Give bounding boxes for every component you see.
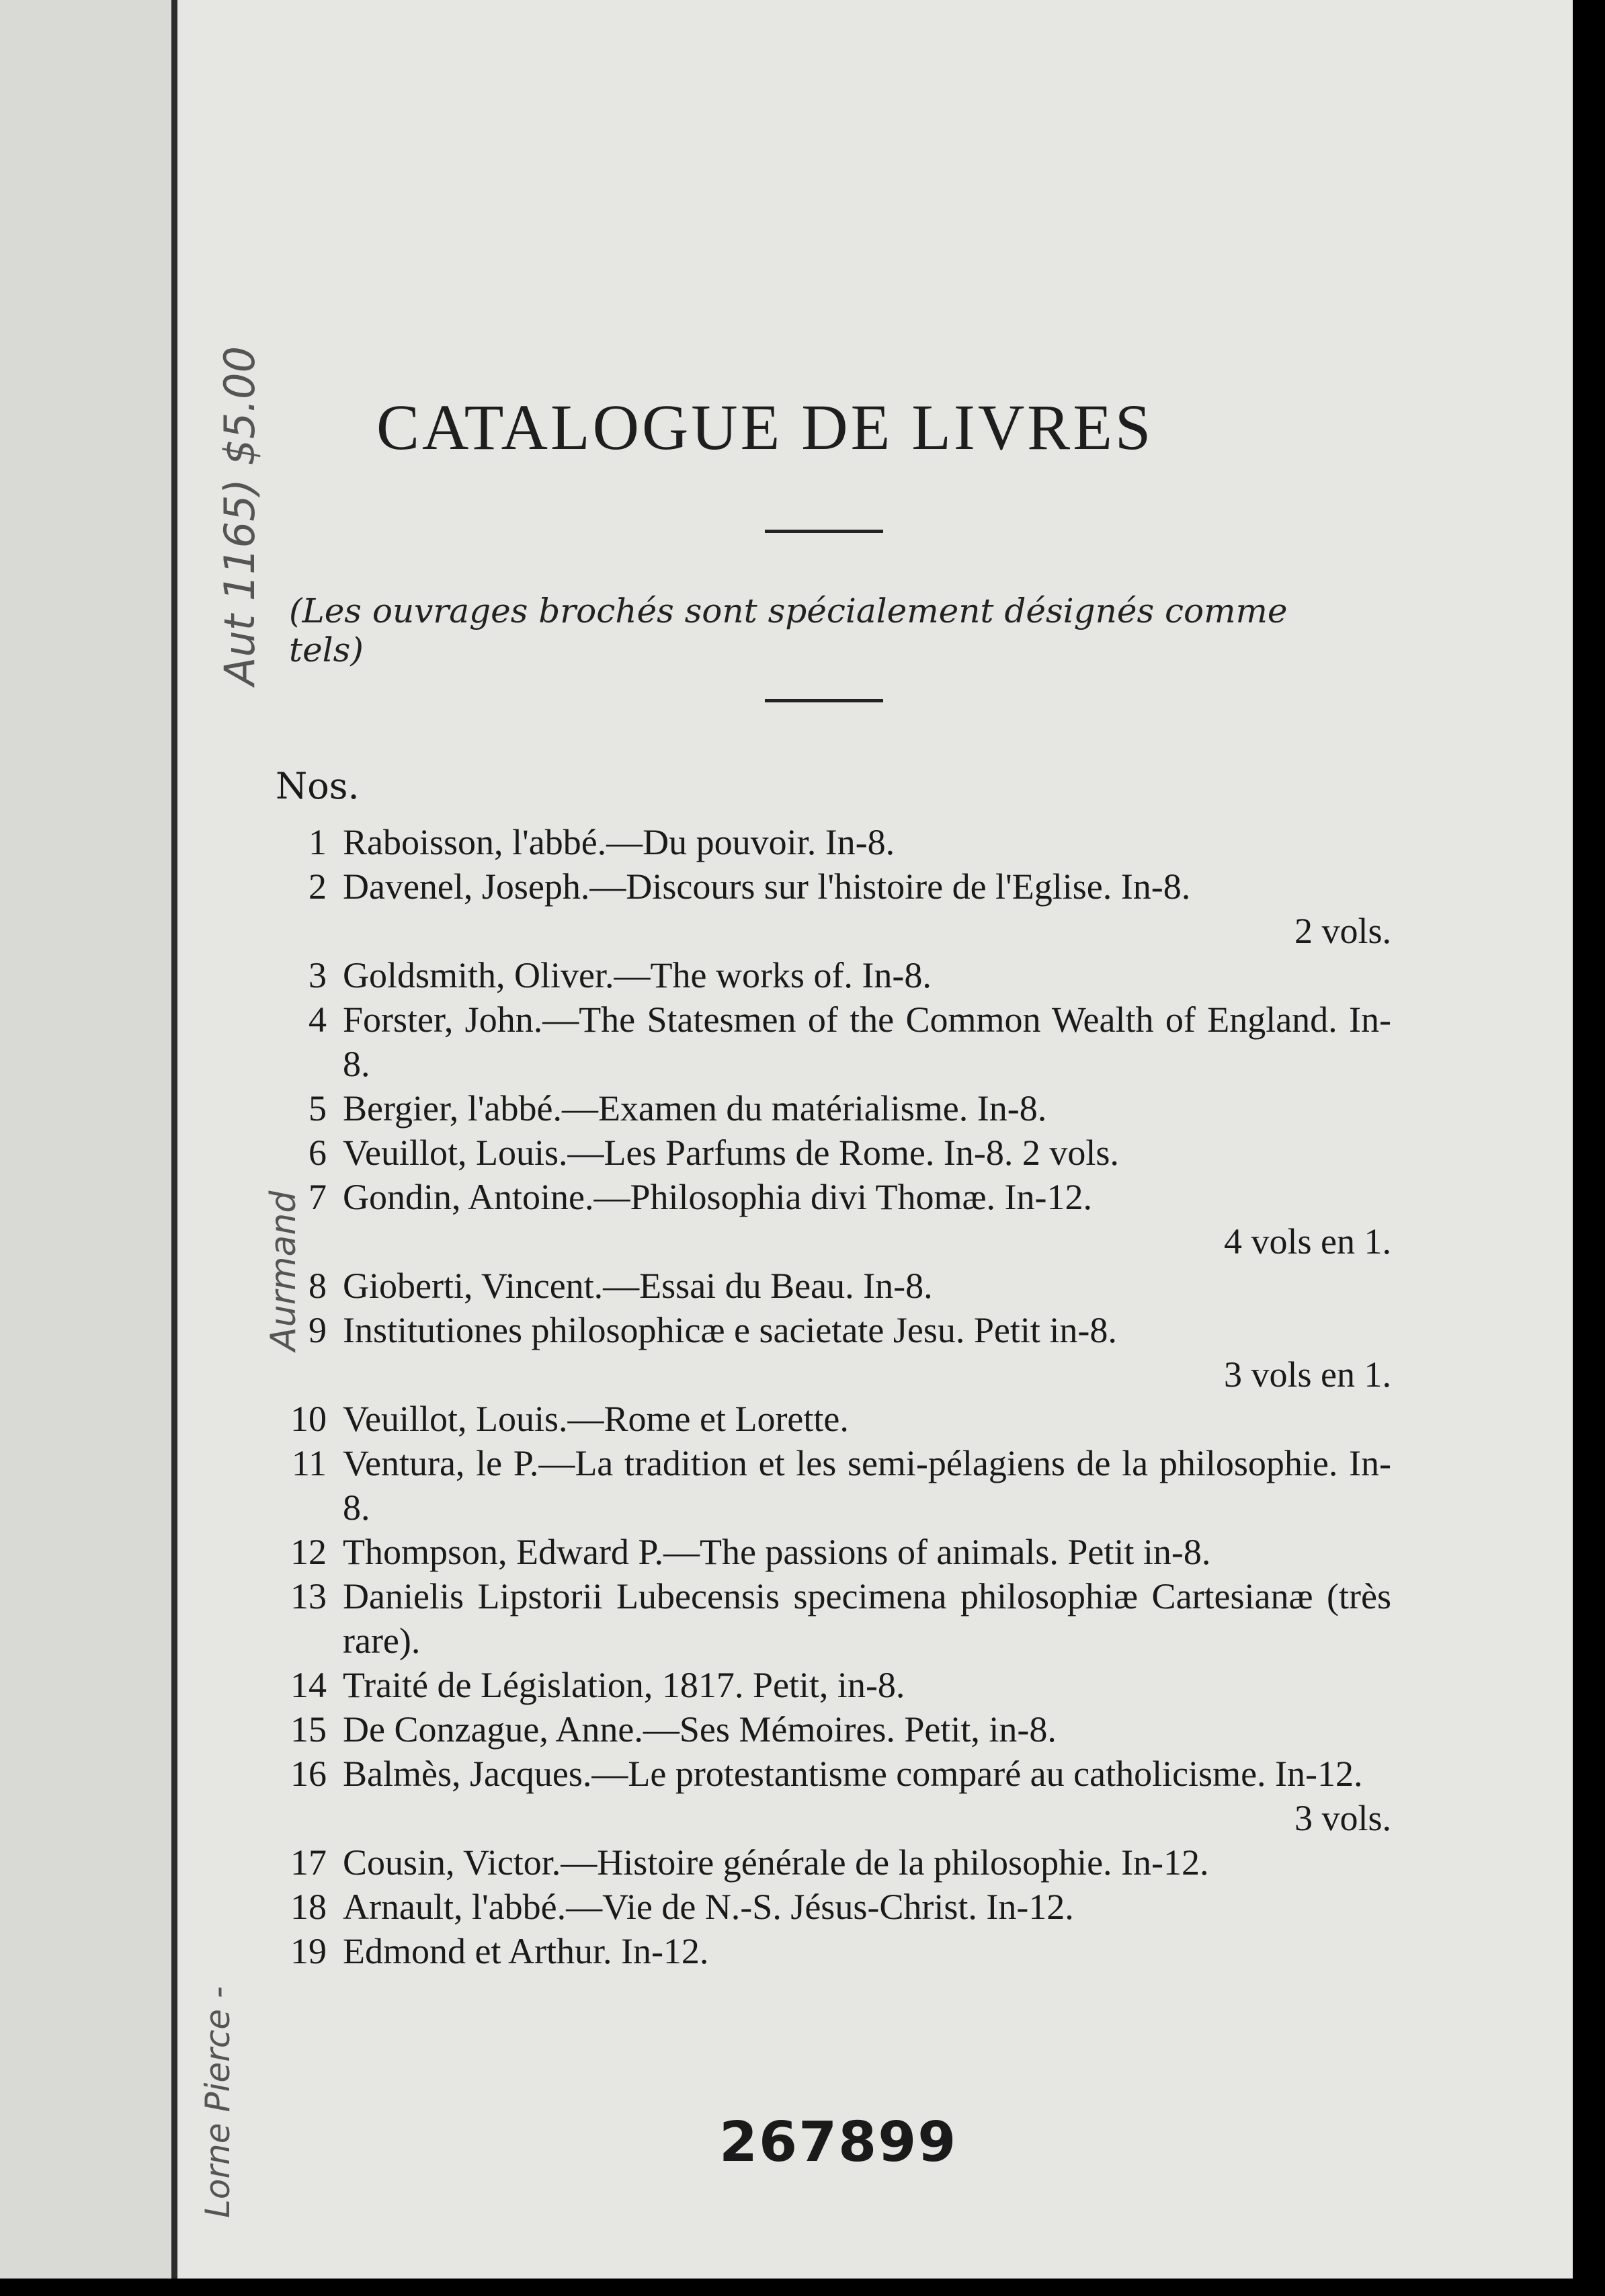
list-item (262, 1929, 1391, 1973)
entry-text: Arnault, l'abbé.—Vie de N.-S. Jésus-Christ. In-12. (343, 1887, 1074, 1927)
numbers-heading: Nos. (276, 765, 360, 807)
entry-body (343, 1929, 1391, 1973)
entry-number: 6 (308, 1133, 327, 1173)
entry-text: Gioberti, Vincent.—Essai du Beau. In-8. (343, 1266, 933, 1306)
entry-text: Danielis Lipstorii Lubecensis specimena philosophiæ Cartesianæ (très rare). (343, 1576, 1391, 1661)
entry-text: Veuillot, Louis.—Rome et Lorette. (343, 1399, 849, 1439)
entry-volumes: 3 vols en 1. (1224, 1354, 1391, 1395)
list-item (262, 1707, 1391, 1752)
stamp-number: 267899 (719, 2110, 958, 2174)
list-item (262, 1397, 1391, 1441)
margin-note-author: Aurmand (263, 1190, 304, 1351)
entry-body (343, 1752, 1391, 1840)
entry-volumes: 4 vols en 1. (1224, 1221, 1391, 1262)
entry-text: Davenel, Joseph.—Discours sur l'histoire de l'Eglise. In-8. (343, 866, 1191, 907)
entry-text: Gondin, Antoine.—Philosophia divi Thomæ. In-12. (343, 1177, 1093, 1217)
list-item (262, 820, 1391, 864)
entry-number: 9 (308, 1310, 327, 1350)
entry-body (343, 1397, 1391, 1441)
list-item (262, 1131, 1391, 1175)
entry-body (343, 1574, 1391, 1663)
list-item (262, 864, 1391, 953)
entry-body (343, 1264, 1391, 1308)
list-item (262, 1574, 1391, 1663)
entry-text: Goldsmith, Oliver.—The works of. In-8. (343, 955, 932, 995)
entry-number: 17 (290, 1842, 327, 1883)
binding-margin (0, 0, 176, 2279)
entry-number: 3 (308, 955, 327, 995)
list-item (262, 997, 1391, 1086)
divider-top (765, 530, 883, 533)
entry-text: Edmond et Arthur. In-12. (343, 1931, 709, 1971)
binding-edge (171, 0, 177, 2279)
entry-body (343, 1663, 1391, 1707)
list-item (262, 1086, 1391, 1131)
entry-text: Institutiones philosophicæ e sacietate Jesu. Petit in-8. (343, 1310, 1117, 1350)
list-item (262, 1885, 1391, 1929)
catalogue-list (262, 820, 1391, 1973)
entry-number: 16 (290, 1754, 327, 1794)
entry-text: Traité de Législation, 1817. Petit, in-8. (343, 1665, 905, 1705)
page-subtitle: (Les ouvrages brochés sont spécialement désignés comme tels) (289, 591, 1288, 669)
entry-number: 2 (308, 866, 327, 907)
list-item (262, 1663, 1391, 1707)
entry-text: De Conzague, Anne.—Ses Mémoires. Petit, in-8. (343, 1709, 1057, 1750)
entry-body (343, 1530, 1391, 1574)
list-item (262, 1308, 1391, 1397)
entry-body (343, 1707, 1391, 1752)
entry-number: 5 (308, 1088, 327, 1129)
list-item (262, 1264, 1391, 1308)
entry-body (343, 1885, 1391, 1929)
entry-text: Cousin, Victor.—Histoire générale de la philosophie. In-12. (343, 1842, 1209, 1883)
list-item (262, 1441, 1391, 1530)
entry-body (343, 1131, 1391, 1175)
entry-body (343, 1308, 1391, 1397)
entry-number: 1 (308, 822, 327, 862)
entry-number: 19 (290, 1931, 327, 1971)
entry-text: Bergier, l'abbé.—Examen du matérialisme. In-8. (343, 1088, 1047, 1129)
entry-number: 12 (290, 1532, 327, 1572)
entry-number: 4 (308, 999, 327, 1040)
entry-number: 11 (292, 1443, 327, 1483)
list-item (262, 1752, 1391, 1840)
entry-volumes: 2 vols. (1294, 911, 1391, 951)
list-item (262, 953, 1391, 997)
entry-number: 15 (290, 1709, 327, 1750)
page-title: CATALOGUE DE LIVRES (376, 391, 1154, 463)
entry-text: Thompson, Edward P.—The passions of animals. Petit in-8. (343, 1532, 1211, 1572)
list-item (262, 1840, 1391, 1885)
entry-number: 13 (290, 1576, 327, 1616)
entry-body (343, 953, 1391, 997)
margin-note-price: Aut 1165) $5.00 (215, 346, 264, 686)
entry-body (343, 997, 1391, 1086)
entry-text: Forster, John.—The Statesmen of the Common Wealth of England. In-8. (343, 999, 1391, 1084)
entry-text: Ventura, le P.—La tradition et les semi-pélagiens de la philosophie. In-8. (343, 1443, 1391, 1528)
entry-number: 18 (290, 1887, 327, 1927)
entry-body (343, 1441, 1391, 1530)
margin-note-owner: Lorne Pierce - (198, 1986, 237, 2218)
entry-number: 14 (290, 1665, 327, 1705)
entry-text: Balmès, Jacques.—Le protestantisme comparé au catholicisme. In-12. (343, 1754, 1363, 1794)
divider-bottom (765, 699, 883, 702)
entry-body (343, 820, 1391, 864)
entry-number: 10 (290, 1399, 327, 1439)
entry-number: 8 (308, 1266, 327, 1306)
entry-volumes: 3 vols. (1294, 1798, 1391, 1838)
entry-text: Veuillot, Louis.—Les Parfums de Rome. In-8. 2 vols. (343, 1133, 1119, 1173)
entry-body (343, 864, 1391, 953)
entry-text: Raboisson, l'abbé.—Du pouvoir. In-8. (343, 822, 895, 862)
entry-body (343, 1840, 1391, 1885)
entry-number: 7 (308, 1177, 327, 1217)
list-item (262, 1175, 1391, 1264)
entry-body (343, 1175, 1391, 1264)
entry-body (343, 1086, 1391, 1131)
list-item (262, 1530, 1391, 1574)
